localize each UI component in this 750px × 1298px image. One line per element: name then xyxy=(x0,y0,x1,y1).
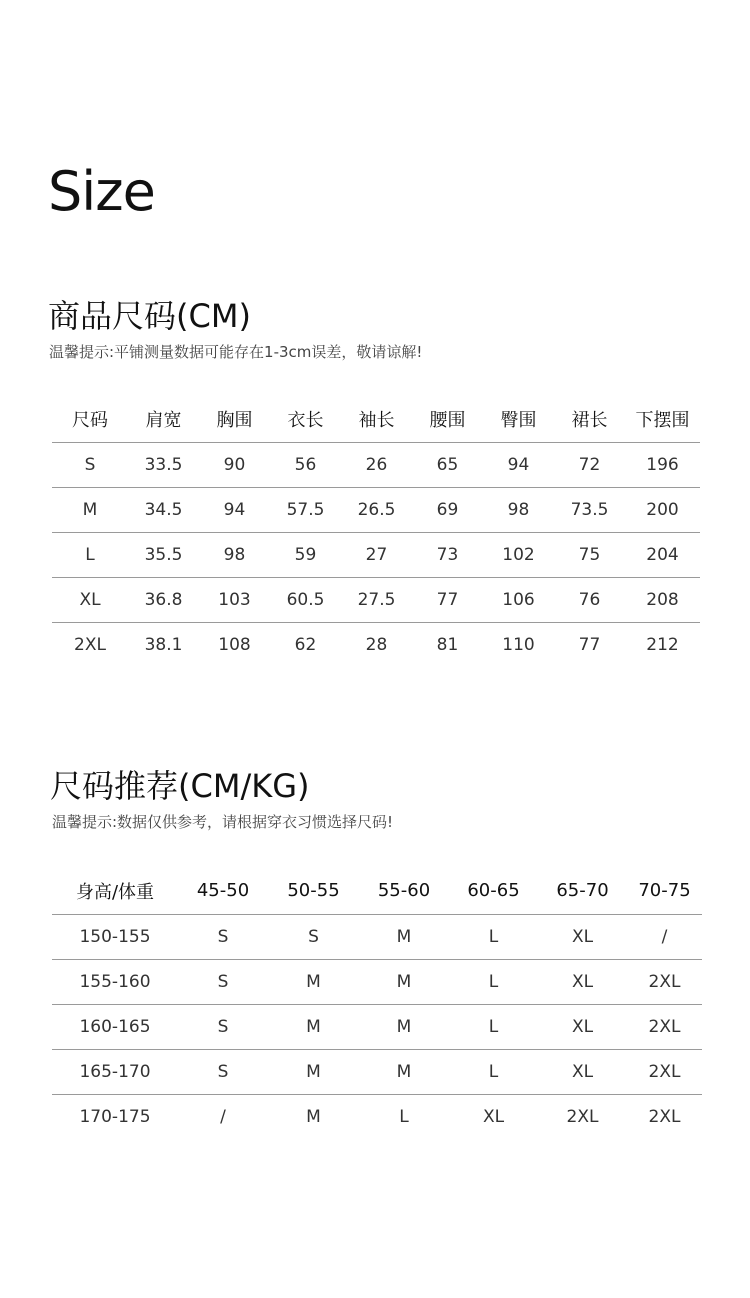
table-cell: 60.5 xyxy=(286,589,325,610)
column-header-weight-70-75: 70-75 xyxy=(638,880,691,902)
table-cell: S xyxy=(217,1016,229,1037)
table-cell: 2XL xyxy=(648,1061,681,1082)
column-header-waist: 腰围 xyxy=(429,409,466,431)
table-cell: 33.5 xyxy=(144,454,183,475)
table-cell: 196 xyxy=(646,454,679,475)
table-cell: / xyxy=(661,926,668,947)
column-header-shoulder: 肩宽 xyxy=(145,409,182,431)
table-cell: L xyxy=(488,971,499,992)
table-cell: 65 xyxy=(436,454,459,475)
table-row xyxy=(52,577,700,622)
table-cell: L xyxy=(488,1061,499,1082)
table-cell: 106 xyxy=(502,589,535,610)
table-row xyxy=(52,959,702,1004)
table-cell: 28 xyxy=(365,634,388,655)
table-cell: 150-155 xyxy=(79,926,151,947)
table-cell: 94 xyxy=(507,454,530,475)
table-cell: 69 xyxy=(436,499,459,520)
table-cell: S xyxy=(217,1061,229,1082)
table-cell: 160-165 xyxy=(79,1016,151,1037)
table-cell: 38.1 xyxy=(144,634,183,655)
column-header-height-weight: 身高/体重 xyxy=(75,881,155,903)
table-cell: 2XL xyxy=(74,634,106,655)
table-cell: 110 xyxy=(502,634,535,655)
table-cell: XL xyxy=(482,1106,505,1127)
table-cell: 98 xyxy=(507,499,530,520)
column-header-hem: 下摆围 xyxy=(635,409,690,431)
table-cell: 59 xyxy=(294,544,317,565)
table-row xyxy=(52,1049,702,1094)
table-cell: 27 xyxy=(365,544,388,565)
page-title: Size xyxy=(48,160,155,223)
column-header-weight-60-65: 60-65 xyxy=(467,880,520,902)
table-cell: 73.5 xyxy=(570,499,609,520)
table-cell: 76 xyxy=(578,589,601,610)
table-cell: 103 xyxy=(218,589,251,610)
size-chart-table xyxy=(52,396,700,667)
table-cell: 165-170 xyxy=(79,1061,151,1082)
table-cell: 77 xyxy=(436,589,459,610)
column-header-weight-55-60: 55-60 xyxy=(377,880,431,902)
table-cell: M xyxy=(396,926,412,947)
table-cell: 98 xyxy=(223,544,246,565)
table-row xyxy=(52,622,700,667)
recommend-chart-title: 尺码推荐(CM/KG) xyxy=(50,767,310,805)
table-cell: 102 xyxy=(502,544,535,565)
table-cell: M xyxy=(82,499,98,520)
table-cell: XL xyxy=(571,1016,594,1037)
table-cell: XL xyxy=(571,1061,594,1082)
column-header-weight-45-50: 45-50 xyxy=(196,880,250,902)
table-cell: 2XL xyxy=(648,1106,681,1127)
table-cell: 204 xyxy=(646,544,679,565)
table-cell: S xyxy=(308,926,319,947)
table-cell: S xyxy=(217,926,229,947)
table-cell: 73 xyxy=(436,544,459,565)
table-cell: L xyxy=(399,1106,409,1127)
table-cell: 2XL xyxy=(648,971,681,992)
column-header-bust: 胸围 xyxy=(216,409,253,431)
table-cell: M xyxy=(306,971,321,992)
table-cell: M xyxy=(306,1106,321,1127)
table-cell: M xyxy=(396,1061,412,1082)
table-cell: 208 xyxy=(646,589,679,610)
table-cell: 75 xyxy=(578,544,601,565)
table-header-row xyxy=(52,396,700,442)
table-cell: L xyxy=(488,1016,499,1037)
table-cell: XL xyxy=(79,589,101,610)
column-header-skirt-length: 裙长 xyxy=(571,409,608,431)
table-cell: 200 xyxy=(646,499,679,520)
table-cell: 56 xyxy=(294,454,317,475)
table-cell: 108 xyxy=(218,634,251,655)
column-header-length: 衣长 xyxy=(287,409,324,431)
table-cell: 94 xyxy=(223,499,246,520)
table-cell: 27.5 xyxy=(357,589,396,610)
table-row xyxy=(52,532,700,577)
recommend-chart-note: 温馨提示:数据仅供参考，请根据穿衣习惯选择尺码! xyxy=(52,813,394,831)
table-cell: 155-160 xyxy=(79,971,151,992)
table-row xyxy=(52,487,700,532)
table-cell: 2XL xyxy=(566,1106,599,1127)
table-cell: XL xyxy=(571,926,594,947)
table-cell: M xyxy=(306,1016,321,1037)
table-cell: 90 xyxy=(223,454,246,475)
table-cell: 34.5 xyxy=(144,499,183,520)
table-cell: M xyxy=(396,1016,412,1037)
table-cell: 57.5 xyxy=(286,499,325,520)
table-cell: 77 xyxy=(578,634,601,655)
table-cell: S xyxy=(84,454,96,475)
table-cell: 36.8 xyxy=(144,589,183,610)
column-header-weight-65-70: 65-70 xyxy=(556,880,609,902)
table-cell: L xyxy=(85,544,95,565)
table-cell: 2XL xyxy=(648,1016,681,1037)
column-header-sleeve: 袖长 xyxy=(358,409,395,431)
table-cell: / xyxy=(220,1106,226,1127)
table-cell: M xyxy=(306,1061,321,1082)
table-row xyxy=(52,1094,702,1139)
table-cell: S xyxy=(217,971,229,992)
column-header-hip: 臀围 xyxy=(500,409,537,431)
table-cell: 35.5 xyxy=(144,544,183,565)
table-cell: 62 xyxy=(294,634,317,655)
table-cell: 212 xyxy=(646,634,679,655)
table-cell: 81 xyxy=(436,634,459,655)
size-chart-note: 温馨提示:平铺测量数据可能存在1-3cm误差，敬请谅解! xyxy=(49,343,423,361)
table-header-row xyxy=(52,868,702,914)
table-row xyxy=(52,914,702,959)
table-row xyxy=(52,1004,702,1049)
recommend-chart-table xyxy=(52,868,702,1139)
table-cell: L xyxy=(488,926,499,947)
size-chart-title: 商品尺码(CM) xyxy=(48,297,251,335)
table-cell: 26 xyxy=(365,454,388,475)
column-header-weight-50-55: 50-55 xyxy=(287,880,340,902)
table-cell: 170-175 xyxy=(79,1106,151,1127)
table-cell: M xyxy=(396,971,412,992)
column-header-size: 尺码 xyxy=(72,409,108,431)
table-cell: 72 xyxy=(578,454,601,475)
table-row xyxy=(52,442,700,487)
table-cell: XL xyxy=(571,971,594,992)
table-cell: 26.5 xyxy=(357,499,396,520)
